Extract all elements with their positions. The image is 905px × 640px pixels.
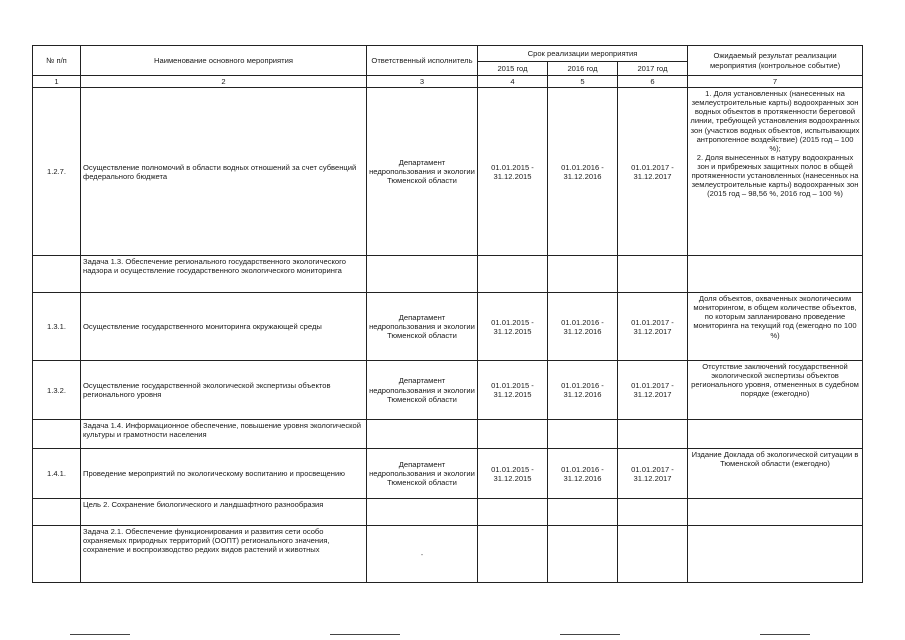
header-period: Срок реализации мероприятия xyxy=(478,46,688,62)
row-period-2017: 01.01.2017 - 31.12.2017 xyxy=(618,293,688,361)
col-number: 6 xyxy=(618,76,688,88)
row-result: Издание Доклада об экологической ситуации в Тюменской области (ежегодно) xyxy=(688,449,863,499)
program-table xyxy=(32,45,863,583)
task-title: Задача 1.3. Обеспечение регионального государственного экологического надзора и осуществление государственного экологического мониторинга xyxy=(81,256,367,293)
header-year-2016: 2016 год xyxy=(548,62,618,76)
col-number: 4 xyxy=(478,76,548,88)
scan-mark xyxy=(560,634,620,635)
row-period-2015: 01.01.2015 - 31.12.2015 xyxy=(478,449,548,499)
col-number: 7 xyxy=(688,76,863,88)
row-period-2016: 01.01.2016 - 31.12.2016 xyxy=(548,361,618,420)
row-period-2016: 01.01.2016 - 31.12.2016 xyxy=(548,88,618,256)
row-num: 1.3.1. xyxy=(33,293,81,361)
header-responsible: Ответственный исполнитель xyxy=(367,46,478,76)
task-title: Задача 2.1. Обеспечение функционирования и развития сети особо охраняемых природных территорий (ООПТ) регионального значения, сохранение и воспроизводство редких видов растений и животных xyxy=(81,526,367,583)
table-row xyxy=(33,293,863,361)
row-period-2017: 01.01.2017 - 31.12.2017 xyxy=(618,361,688,420)
table-row xyxy=(33,88,863,256)
row-num: 1.2.7. xyxy=(33,88,81,256)
header-result: Ожидаемый результат реализации мероприятия (контрольное событие) xyxy=(688,46,863,76)
row-name: Осуществление государственной экологической экспертизы объектов регионального уровня xyxy=(81,361,367,420)
col-number: 5 xyxy=(548,76,618,88)
col-number: 3 xyxy=(367,76,478,88)
row-name: Осуществление полномочий в области водных отношений за счет субвенций федерального бюджета xyxy=(81,88,367,256)
task-row xyxy=(33,256,863,293)
row-result: Доля объектов, охваченных экологическим мониторингом, в общем количестве объектов, по которым запланировано проведение мониторинга на текущий год (ежегодно по 100 %) xyxy=(688,293,863,361)
col-number: 2 xyxy=(81,76,367,88)
row-num: 1.4.1. xyxy=(33,449,81,499)
row-responsible: Департамент недропользования и экологии Тюменской области xyxy=(367,449,478,499)
row-num: 1.3.2. xyxy=(33,361,81,420)
row-responsible: Департамент недропользования и экологии Тюменской области xyxy=(367,88,478,256)
col-number: 1 xyxy=(33,76,81,88)
goal-title: Цель 2. Сохранение биологического и ландшафтного разнообразия xyxy=(81,499,367,526)
header-year-2017: 2017 год xyxy=(618,62,688,76)
row-name: Осуществление государственного мониторинга окружающей среды xyxy=(81,293,367,361)
scan-mark xyxy=(760,634,810,635)
row-name: Проведение мероприятий по экологическому воспитанию и просвещению xyxy=(81,449,367,499)
task-row xyxy=(33,526,863,583)
row-period-2015: 01.01.2015 - 31.12.2015 xyxy=(478,88,548,256)
header-num: № п/п xyxy=(33,46,81,76)
row-responsible: - xyxy=(367,526,478,583)
scan-mark xyxy=(330,634,400,635)
row-responsible: Департамент недропользования и экологии Тюменской области xyxy=(367,293,478,361)
task-title: Задача 1.4. Информационное обеспечение, повышение уровня экологической культуры и грамотности населения xyxy=(81,420,367,449)
row-period-2017: 01.01.2017 - 31.12.2017 xyxy=(618,449,688,499)
row-result: 1. Доля установленных (нанесенных на землеустроительные карты) водоохранных зон водных объектов в протяженности береговой линии, требующей установления водоохранных зон (участков водных объектов, испытывающих антропогенное воздействие) (2015 год – 100 %); 2. Доля вынесенных в натуру водоохранных зон и прибрежных защитных полос в общей протяженности установленных (нанесенных на землеустроительные карты) водоохранных зон (2015 год – 98,56 %, 2016 год – 100 %) xyxy=(688,88,863,256)
row-period-2015: 01.01.2015 - 31.12.2015 xyxy=(478,361,548,420)
header-year-2015: 2015 год xyxy=(478,62,548,76)
column-numbers-row xyxy=(33,76,863,88)
row-result: Отсутствие заключений государственной экологической экспертизы объектов регионального уровня, отмененных в судебном порядке (ежегодно) xyxy=(688,361,863,420)
task-row xyxy=(33,420,863,449)
row-period-2017: 01.01.2017 - 31.12.2017 xyxy=(618,88,688,256)
row-responsible: Департамент недропользования и экологии Тюменской области xyxy=(367,361,478,420)
goal-row xyxy=(33,499,863,526)
scan-mark xyxy=(70,634,130,635)
table-row xyxy=(33,449,863,499)
header-name: Наименование основного мероприятия xyxy=(81,46,367,76)
row-period-2016: 01.01.2016 - 31.12.2016 xyxy=(548,449,618,499)
table-row xyxy=(33,361,863,420)
row-period-2016: 01.01.2016 - 31.12.2016 xyxy=(548,293,618,361)
row-period-2015: 01.01.2015 - 31.12.2015 xyxy=(478,293,548,361)
